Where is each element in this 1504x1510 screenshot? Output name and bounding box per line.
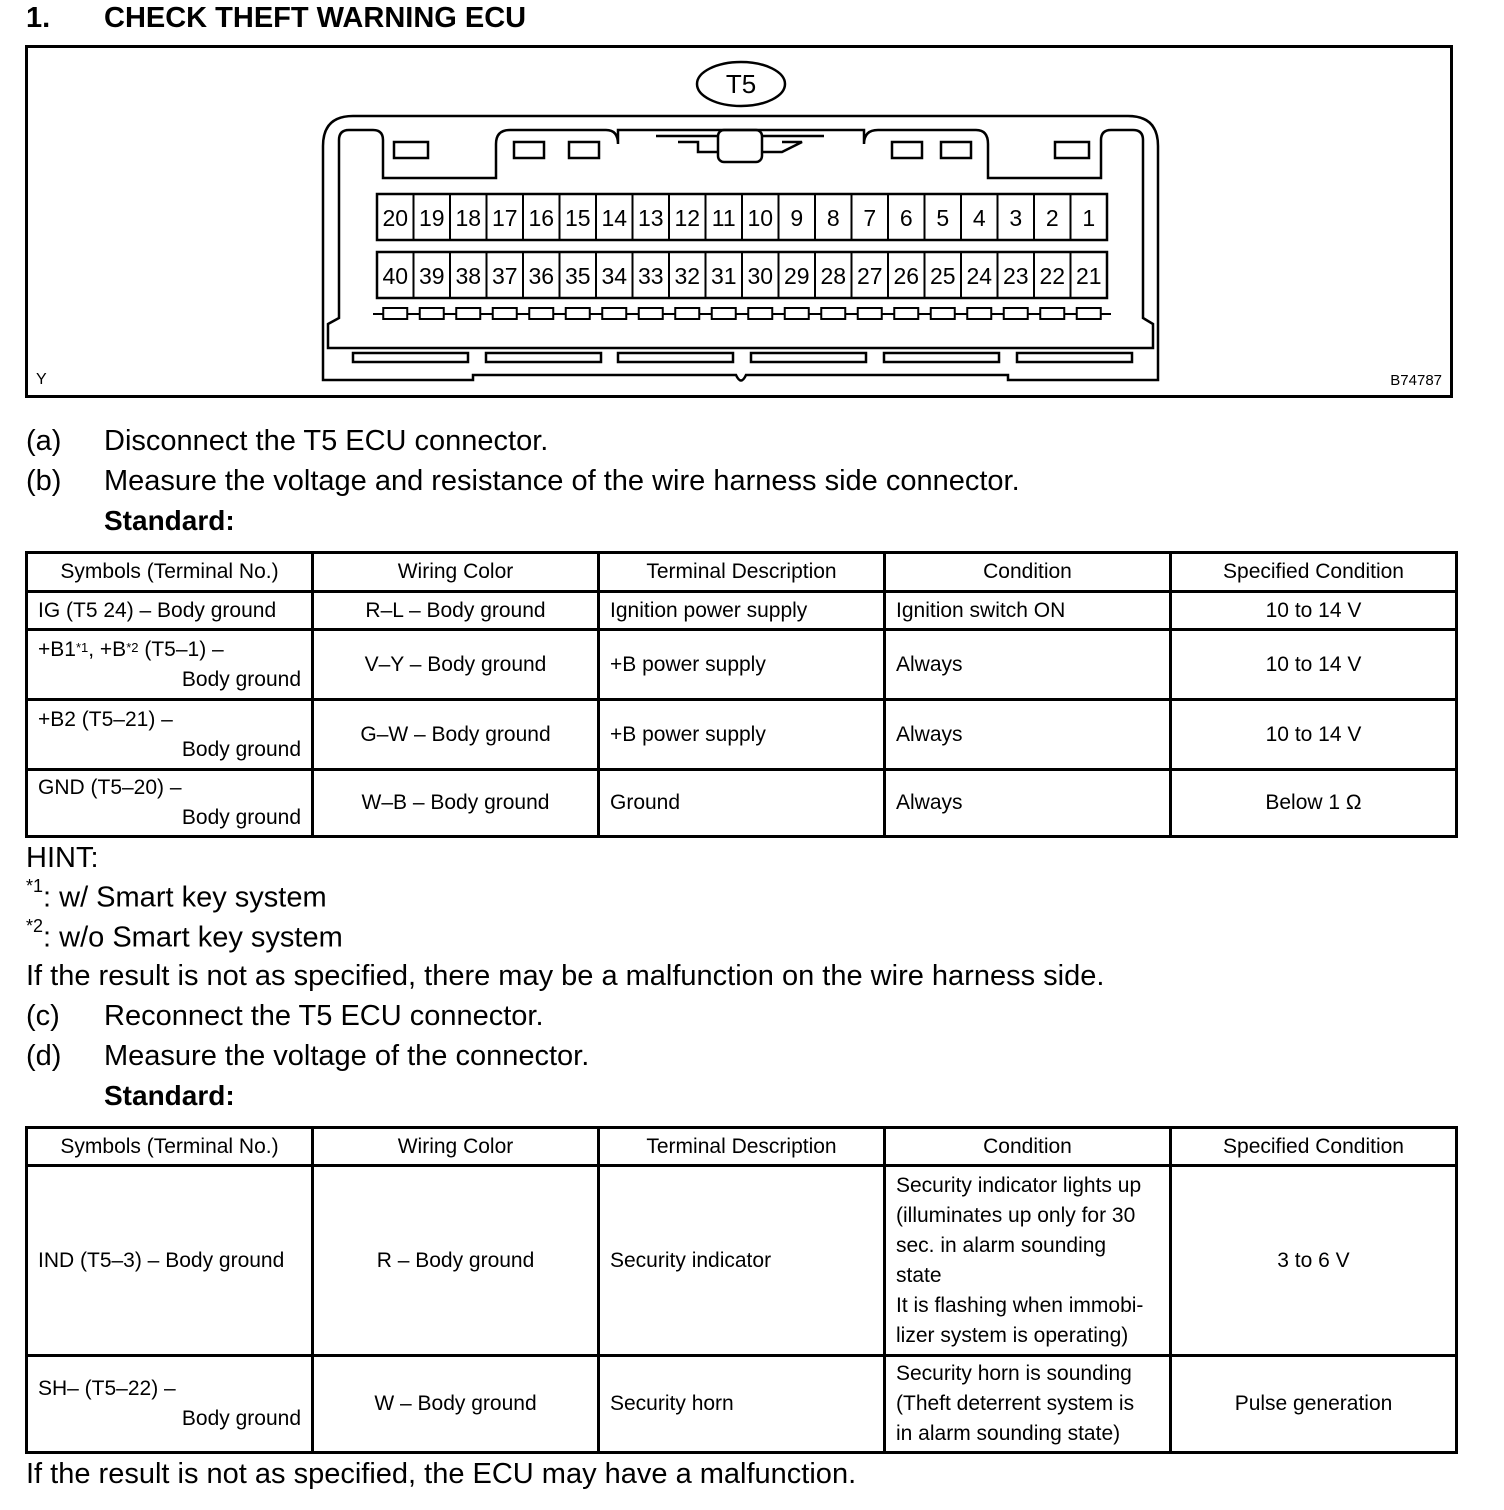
terminal-tab xyxy=(675,308,699,319)
standard-label-1: Standard: xyxy=(104,505,235,536)
pin-number: 19 xyxy=(418,205,445,231)
condition-line: Security indicator lights up xyxy=(896,1173,1142,1197)
cell-wire: W – Body ground xyxy=(313,1356,599,1453)
cell-condition: Always xyxy=(885,770,1171,837)
table-row xyxy=(27,630,1457,700)
cell-symbol: IND (T5–3) – Body ground xyxy=(27,1166,313,1356)
cell-condition xyxy=(885,1356,1171,1453)
table-header-row xyxy=(27,553,1457,592)
pin-number: 31 xyxy=(710,263,737,289)
pin-number: 20 xyxy=(382,205,409,231)
cell-condition: Always xyxy=(885,700,1171,770)
cell-condition xyxy=(885,1166,1171,1356)
cell-symbol xyxy=(27,1356,313,1453)
pin-number: 17 xyxy=(491,205,518,231)
terminal-tab xyxy=(967,308,991,319)
cell-symbol: IG (T5 24) – Body ground xyxy=(27,592,313,630)
cell-spec: Below 1 Ω xyxy=(1171,770,1457,837)
cell-spec: Pulse generation xyxy=(1171,1356,1457,1453)
header-condition: Condition xyxy=(885,1128,1171,1166)
pin-number: 16 xyxy=(528,205,555,231)
step-c-text: Reconnect the T5 ECU connector. xyxy=(104,1000,544,1032)
figure-code: B74787 xyxy=(1390,372,1442,389)
symbol-line-1: +B2 (T5–21) – xyxy=(38,707,173,731)
condition-line: Security horn is sounding xyxy=(896,1362,1132,1385)
cell-symbol xyxy=(27,700,313,770)
pin-number: 28 xyxy=(820,263,847,289)
header-terminal-description: Terminal Description xyxy=(599,553,885,592)
header-wiring-color: Wiring Color xyxy=(313,1128,599,1166)
header-symbols: Symbols (Terminal No.) xyxy=(27,553,313,592)
header-symbols: Symbols (Terminal No.) xyxy=(27,1128,313,1166)
table-row xyxy=(27,700,1457,770)
pin-number: 30 xyxy=(747,263,774,289)
terminal-tab xyxy=(529,308,553,319)
pin-number: 25 xyxy=(929,263,956,289)
terminal-tab xyxy=(602,308,626,319)
pin-number: 6 xyxy=(899,205,913,231)
section-number: 1. xyxy=(26,2,51,34)
connector-body xyxy=(323,116,1158,381)
standard-table-1 xyxy=(25,551,1458,838)
pin-number: 23 xyxy=(1002,263,1029,289)
cell-description: Security horn xyxy=(599,1356,885,1453)
terminal-tab xyxy=(1077,308,1101,319)
header-terminal-description: Terminal Description xyxy=(599,1128,885,1166)
cell-symbol xyxy=(27,770,313,837)
cell-wire: G–W – Body ground xyxy=(313,700,599,770)
pin-number: 7 xyxy=(863,205,877,231)
pin-number: 33 xyxy=(637,263,664,289)
condition-line: sec. in alarm sounding xyxy=(896,1233,1107,1257)
step-a-label: (a) xyxy=(26,425,62,457)
pin-number: 24 xyxy=(966,263,993,289)
cell-spec: 10 to 14 V xyxy=(1171,700,1457,770)
cell-wire: R–L – Body ground xyxy=(313,592,599,630)
pin-number: 34 xyxy=(601,263,628,289)
figure-corner-label: Y xyxy=(36,371,47,388)
condition-line: in alarm sounding state) xyxy=(896,1422,1121,1445)
pin-number: 5 xyxy=(936,205,950,231)
cell-description: Ground xyxy=(599,770,885,837)
note-1-mark: *1 xyxy=(26,876,44,896)
pin-number: 8 xyxy=(826,205,840,231)
step-b-text: Measure the voltage and resistance of the wire harness side connector. xyxy=(104,465,1020,497)
cell-condition: Always xyxy=(885,630,1171,700)
connector-figure xyxy=(25,45,1453,398)
pin-number: 1 xyxy=(1082,205,1096,231)
terminal-tab xyxy=(931,308,955,319)
cell-description: Security indicator xyxy=(599,1166,885,1356)
terminal-tab xyxy=(894,308,918,319)
terminal-tab xyxy=(1040,308,1064,319)
condition-line: state xyxy=(896,1263,942,1287)
hint-note-1 xyxy=(26,876,327,915)
pin-number: 13 xyxy=(637,205,664,231)
note-2-mark: *2 xyxy=(26,916,44,936)
table-row xyxy=(27,592,1457,630)
section-title: CHECK THEFT WARNING ECU xyxy=(104,2,527,34)
connector-diagram xyxy=(28,48,1450,395)
condition-line: (illuminates up only for 30 xyxy=(896,1203,1136,1227)
pin-number: 3 xyxy=(1009,205,1023,231)
pin-number: 15 xyxy=(564,205,591,231)
symbol-line-1: GND (T5–20) – xyxy=(38,776,182,799)
symbol-line-2: Body ground xyxy=(181,806,301,829)
step-b-label: (b) xyxy=(26,465,62,497)
terminal-tab xyxy=(639,308,663,319)
header-wiring-color: Wiring Color xyxy=(313,553,599,592)
terminal-tab xyxy=(858,308,882,319)
pin-number: 37 xyxy=(491,263,518,289)
note-1-text: : w/ Smart key system xyxy=(43,881,327,914)
header-condition: Condition xyxy=(885,553,1171,592)
pin-number: 21 xyxy=(1075,263,1102,289)
hint-title: HINT: xyxy=(26,842,99,874)
standard-table-2 xyxy=(25,1126,1458,1454)
pin-number: 35 xyxy=(564,263,591,289)
pin-number: 10 xyxy=(747,205,774,231)
step-c-label: (c) xyxy=(26,1000,60,1032)
hint-note-2 xyxy=(26,916,343,955)
pin-number: 36 xyxy=(528,263,555,289)
pin-number: 2 xyxy=(1045,205,1059,231)
condition-line: lizer system is operating) xyxy=(896,1323,1129,1347)
symbol-line-2: Body ground xyxy=(181,737,301,761)
symbol-line-2: Body ground xyxy=(181,1407,301,1430)
cell-wire: V–Y – Body ground xyxy=(313,630,599,700)
pin-number: 32 xyxy=(674,263,701,289)
terminal-tab xyxy=(383,308,407,319)
terminal-tab xyxy=(1004,308,1028,319)
result-note-1: If the result is not as specified, there may be a malfunction on the wire harness side. xyxy=(26,960,1105,992)
pin-number: 26 xyxy=(893,263,920,289)
terminal-tab xyxy=(821,308,845,319)
table-header-row xyxy=(27,1128,1457,1166)
pin-number: 12 xyxy=(674,205,701,231)
terminal-tab xyxy=(748,308,772,319)
symbol-line-1: $+B1^{*1}$, $+B^{*2}$ (T5–1) – xyxy=(38,637,224,661)
pin-number: 38 xyxy=(455,263,482,289)
cell-description: +B power supply xyxy=(599,630,885,700)
condition-line: It is flashing when immobi- xyxy=(896,1293,1144,1317)
table-row xyxy=(27,770,1457,837)
cell-description: +B power supply xyxy=(599,700,885,770)
terminal-tab xyxy=(493,308,517,319)
pin-number: 9 xyxy=(790,205,804,231)
note-2-text: : w/o Smart key system xyxy=(43,921,343,954)
pin-number: 14 xyxy=(601,205,628,231)
pin-number: 29 xyxy=(783,263,810,289)
pin-number: 27 xyxy=(856,263,883,289)
cell-spec: 10 to 14 V xyxy=(1171,630,1457,700)
terminal-tab xyxy=(712,308,736,319)
header-specified-condition: Specified Condition xyxy=(1171,553,1457,592)
step-d-text: Measure the voltage of the connector. xyxy=(104,1040,590,1072)
standard-label-2: Standard: xyxy=(104,1080,235,1111)
pin-number: 39 xyxy=(418,263,445,289)
cell-spec: 10 to 14 V xyxy=(1171,592,1457,630)
cell-wire: R – Body ground xyxy=(313,1166,599,1356)
table-row xyxy=(27,1356,1457,1453)
terminal-tab xyxy=(785,308,809,319)
pin-number: 40 xyxy=(382,263,409,289)
condition-line: (Theft deterrent system is xyxy=(896,1392,1135,1415)
connector-label: T5 xyxy=(725,69,757,99)
pin-number: 11 xyxy=(711,205,736,231)
pin-number: 18 xyxy=(455,205,482,231)
pin-number: 22 xyxy=(1039,263,1066,289)
symbol-line-2: Body ground xyxy=(181,667,301,691)
result-note-2: If the result is not as specified, the ECU may have a malfunction. xyxy=(26,1458,857,1490)
terminal-tab xyxy=(420,308,444,319)
step-a-text: Disconnect the T5 ECU connector. xyxy=(104,425,549,457)
cell-wire: W–B – Body ground xyxy=(313,770,599,837)
terminal-tab xyxy=(566,308,590,319)
step-d-label: (d) xyxy=(26,1040,62,1072)
header-specified-condition: Specified Condition xyxy=(1171,1128,1457,1166)
table-row xyxy=(27,1166,1457,1356)
cell-spec: 3 to 6 V xyxy=(1171,1166,1457,1356)
cell-symbol xyxy=(27,630,313,700)
terminal-tab xyxy=(456,308,480,319)
pin-number: 4 xyxy=(972,205,986,231)
cell-condition: Ignition switch ON xyxy=(885,592,1171,630)
cell-description: Ignition power supply xyxy=(599,592,885,630)
symbol-line-1: SH– (T5–22) – xyxy=(38,1377,176,1400)
